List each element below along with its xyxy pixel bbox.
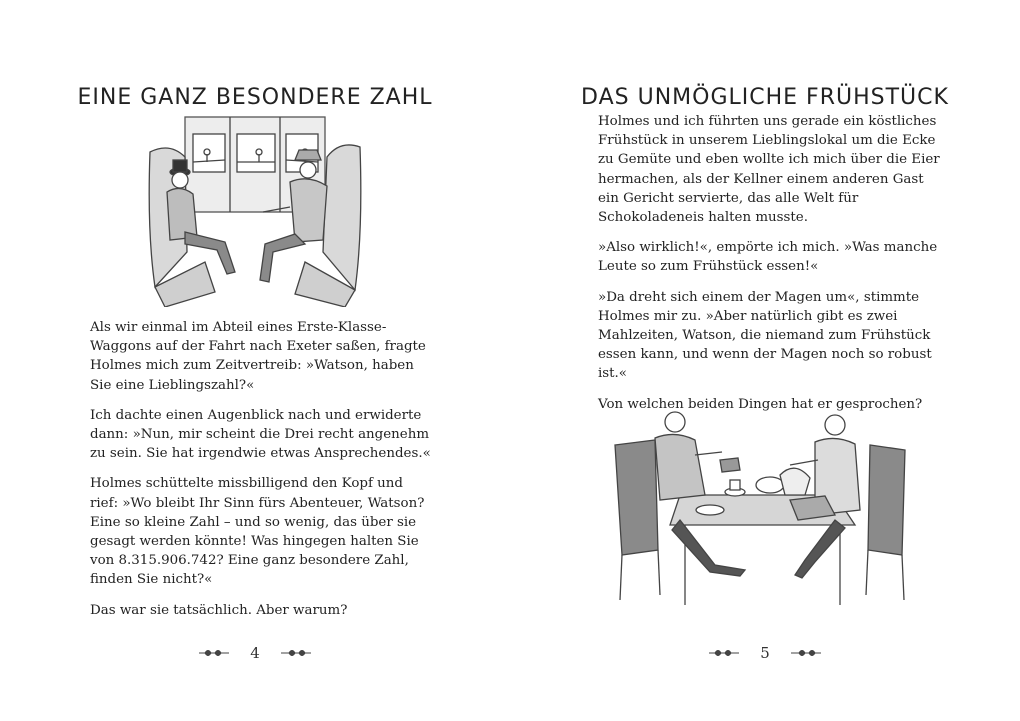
page-number: 4: [250, 644, 260, 662]
leaf-ornament-icon: [707, 644, 741, 662]
page-footer: [510, 643, 1020, 662]
page-number: 5: [760, 644, 770, 662]
train-compartment-illustration: [145, 112, 365, 307]
chapter-text: [90, 318, 435, 631]
leaf-ornament-icon: [789, 644, 823, 662]
chapter-title: DAS UNMÖGLICHE FRÜHSTÜCK: [581, 84, 949, 110]
paragraph: »Also wirklich!«, empörte ich mich. »Was manche Leute so zum Frühstück essen!«: [598, 240, 938, 275]
chapter-title: EINE GANZ BESONDERE ZAHL: [77, 84, 433, 110]
paragraph: Holmes und ich führten uns gerade ein köstliches Frühstück in unserem Lieblingslokal um die Ecke zu Gemüte und eben wollte ich mich über die Eier hermachen, als der Kellner einem anderen Gast ein Gericht servierte, das alle Welt für Schokoladeneis halten musste.: [598, 114, 940, 226]
leaf-ornament-icon: [279, 644, 313, 662]
leaf-ornament-icon: [197, 644, 231, 662]
paragraph: Von welchen beiden Dingen hat er gesprochen?: [598, 396, 923, 412]
paragraph: Holmes schüttelte missbilligend den Kopf und rief: »Wo bleibt Ihr Sinn fürs Abenteuer, Watson? Eine so kleine Zahl – und so wenig, das über sie gesagt werden könnte! Was hingegen halten Sie von 8.315.906.742? Eine ganz besondere Zahl, finden Sie nicht?«: [90, 476, 425, 588]
paragraph: Das war sie tatsächlich. Aber warum?: [90, 602, 348, 618]
chapter-text: [598, 112, 948, 425]
page-footer: [0, 643, 510, 662]
paragraph: »Da dreht sich einem der Magen um«, stimmte Holmes mir zu. »Aber natürlich gibt es zwei Mahlzeiten, Watson, die niemand zum Frühstück essen kann, und wenn der Magen noch so robust ist.«: [598, 289, 932, 382]
paragraph: Als wir einmal im Abteil eines Erste-Klasse-Waggons auf der Fahrt nach Exeter saßen, fragte Holmes mich zum Zeitvertreib: »Watson, haben Sie eine Lieblingszahl?«: [90, 320, 426, 393]
paragraph: Ich dachte einen Augenblick nach und erwiderte dann: »Nun, mir scheint die Drei recht angenehm zu sein. Sie hat irgendwie etwas Ansprechendes.«: [90, 407, 431, 462]
right-page: [510, 0, 1020, 721]
breakfast-table-illustration: [610, 400, 910, 610]
